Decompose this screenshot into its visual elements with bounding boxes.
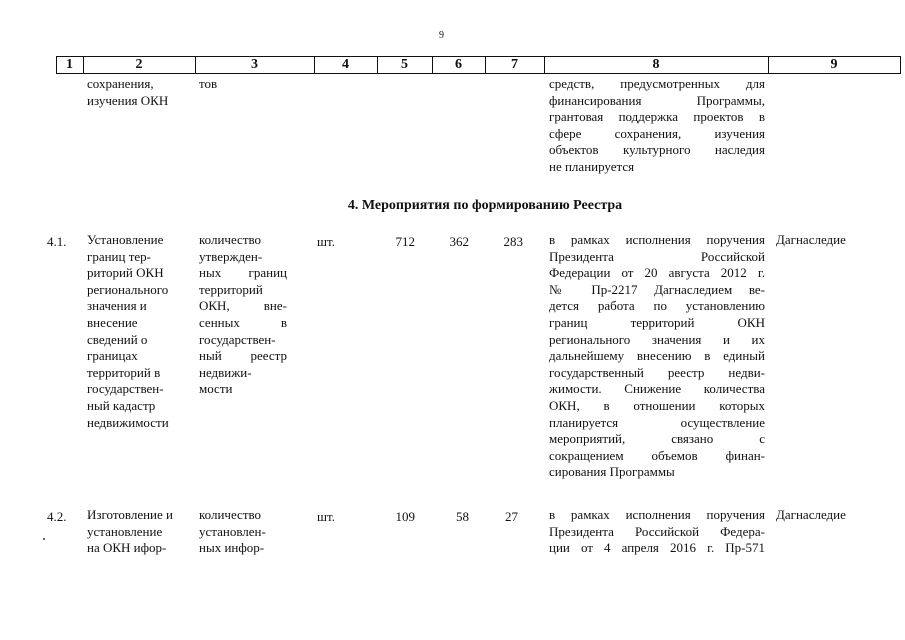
row-value-col5: 712 <box>395 234 415 249</box>
text-line: регионального значения и их <box>549 331 765 347</box>
row-number: 4.1. <box>47 234 67 249</box>
text-line: мероприятий, связано с <box>549 431 765 447</box>
row-unit: шт. <box>317 509 335 524</box>
text-line: средств, предусмотренных для <box>549 76 765 91</box>
text-line: в рамках исполнения поручения <box>549 232 765 247</box>
header-col-1: 1 <box>66 57 73 72</box>
text-line: Изготовление и <box>87 507 173 522</box>
text-line: установление <box>87 523 163 539</box>
text-line: сокращением объемов финан- <box>549 447 765 463</box>
header-col-3: 3 <box>251 57 258 72</box>
text-line: сирования Программы <box>549 464 675 480</box>
text-line: № Пр-2217 Дагнаследием ве- <box>549 281 765 297</box>
header-col-9: 9 <box>830 57 838 72</box>
cont-indicator <box>199 76 309 93</box>
header-col-2: 2 <box>135 57 143 72</box>
row-number: 4.2. <box>47 509 67 524</box>
text-line: жимости. Снижение количества <box>549 381 765 397</box>
text-line: территорий <box>199 281 263 297</box>
header-col-5: 5 <box>401 57 408 72</box>
text-line: не планируется <box>549 158 635 174</box>
text-line: финансирования Программы, <box>549 92 765 108</box>
text-line: ных инфор- <box>199 540 265 556</box>
scan-speck <box>43 538 45 540</box>
text-line: ции от 4 апреля 2016 г. Пр-571 <box>549 540 765 556</box>
row-unit: шт. <box>317 234 335 249</box>
text-line: ный реестр <box>199 348 287 364</box>
row-note <box>549 507 765 557</box>
text-line: сенных в <box>199 314 287 330</box>
text-line: ных границ <box>199 265 287 281</box>
row-indicator <box>199 507 287 557</box>
text-line: сведений о <box>87 331 148 347</box>
text-line: тов <box>199 76 218 91</box>
row-value-col6: 58 <box>456 509 469 524</box>
text-line: границ тер- <box>87 248 152 264</box>
text-line: ОКН, вне- <box>199 298 287 314</box>
text-line: сфере сохранения, изучения <box>549 125 765 141</box>
text-line: недвижимости <box>87 414 169 430</box>
text-line: утвержден- <box>199 248 263 264</box>
text-line: государствен- <box>199 331 276 347</box>
text-line: изучения ОКН <box>87 92 169 108</box>
text-line: дальнейшему внесению в единый <box>549 348 765 364</box>
text-line: количество <box>199 507 262 522</box>
text-line: в рамках исполнения поручения <box>549 507 765 522</box>
text-line: границах <box>87 348 138 364</box>
text-line: грантовая поддержка проектов в <box>549 109 765 125</box>
row-indicator <box>199 232 287 398</box>
text-line: установлен- <box>199 523 266 539</box>
text-line: ный кадастр <box>87 397 156 413</box>
text-line: ОКН, в отношении которых <box>549 397 765 413</box>
header-col-6: 6 <box>455 57 462 72</box>
text-line: государственный реестр недви- <box>549 364 765 380</box>
text-line: планируется осуществление <box>549 414 765 430</box>
text-line: внесение <box>87 314 138 330</box>
row-activity <box>87 507 193 557</box>
text-line: значения и <box>87 298 147 314</box>
header-divider <box>900 56 901 74</box>
row-value-col6: 362 <box>449 234 469 249</box>
header-col-4: 4 <box>342 57 349 72</box>
text-line: дется работа по установлению <box>549 298 765 314</box>
text-line: на ОКН ифор- <box>87 540 167 556</box>
row-note <box>549 232 765 481</box>
text-line: объектов культурного наследия <box>549 142 765 158</box>
page-number: 9 <box>439 30 444 41</box>
text-line: мости <box>199 381 233 397</box>
header-col-8: 8 <box>652 57 660 72</box>
text-line: риторий ОКН <box>87 265 164 281</box>
text-line: Установление <box>87 232 164 247</box>
text-line: недвижи- <box>199 364 252 380</box>
section-title: 4. Мероприятия по формированию Реестра <box>347 198 623 213</box>
row-responsible: Дагнаследие <box>776 232 846 247</box>
header-col-7: 7 <box>511 57 518 72</box>
cont-activity <box>87 76 193 109</box>
row-value-col7: 283 <box>503 234 523 249</box>
row-responsible: Дагнаследие <box>776 507 846 522</box>
cont-note <box>549 76 765 176</box>
text-line: сохранения, <box>87 76 154 91</box>
text-line: Президента Российской <box>549 248 765 264</box>
row-activity <box>87 232 193 431</box>
text-line: государствен- <box>87 381 164 397</box>
text-line: регионального <box>87 281 169 297</box>
text-line: Президента Российской Федера- <box>549 523 765 539</box>
row-value-col7: 27 <box>505 509 518 524</box>
text-line: Федерации от 20 августа 2012 г. <box>549 265 765 281</box>
text-line: границ территорий ОКН <box>549 314 765 330</box>
text-line: территорий в <box>87 364 161 380</box>
row-value-col5: 109 <box>395 509 415 524</box>
text-line: количество <box>199 232 262 247</box>
